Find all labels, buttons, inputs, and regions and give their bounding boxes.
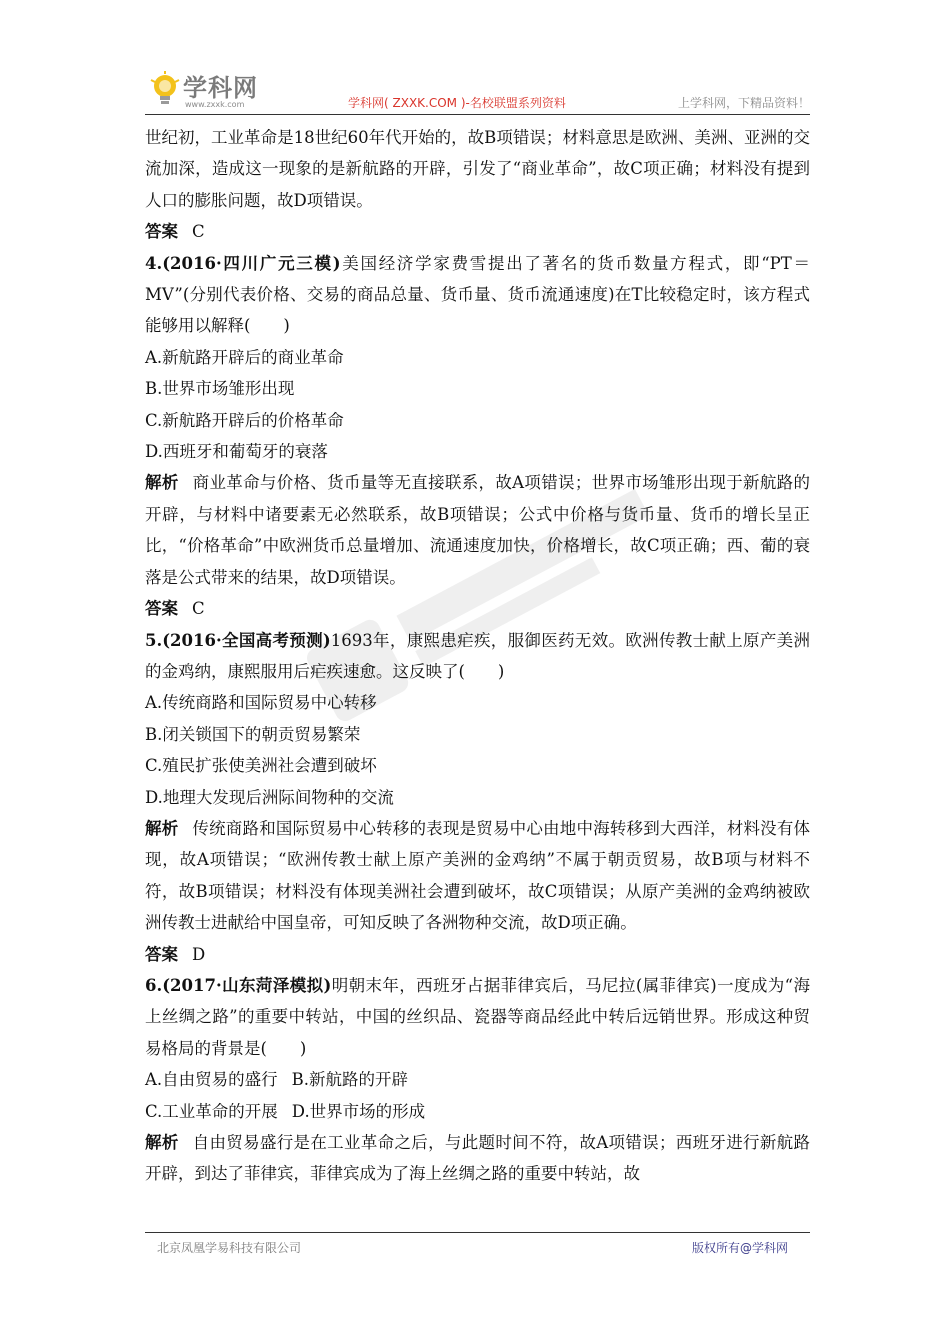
- option-c: C.工业革命的开展: [145, 1101, 278, 1121]
- option-b: B.新航路的开辟: [291, 1070, 409, 1090]
- logo-text: 学科网: [183, 74, 258, 102]
- option-d: D.地理大发现后洲际间物种的交流: [145, 787, 394, 807]
- logo-url: www.zxxk.com: [185, 100, 245, 109]
- option-a: A.自由贸易的盛行: [145, 1070, 278, 1090]
- footer-copyright: 版权所有@学科网: [691, 1241, 788, 1255]
- page-header: [145, 66, 810, 116]
- answer-label: 答案: [145, 599, 178, 619]
- analysis-text: 自由贸易盛行是在工业革命之后，与此题时间不符，故A项错误；西班牙进行新航路开辟，到达了菲律宾，菲律宾成为了海上丝绸之路的重要中转站，故: [145, 1133, 810, 1184]
- option-c: C.新航路开辟后的价格革命: [145, 410, 344, 430]
- option-b: B.闭关锁国下的朝贡贸易繁荣: [145, 724, 361, 744]
- answer-line: [145, 939, 810, 970]
- question-number: 5.: [145, 630, 163, 650]
- answer-line: [145, 216, 810, 247]
- page-footer: [145, 1232, 810, 1257]
- option-a: A.新航路开辟后的商业革命: [145, 347, 344, 367]
- header-center-text: 学科网( ZXXK.COM )-名校联盟系列资料: [348, 96, 566, 110]
- option-c: C.殖民扩张使美洲社会遭到破坏: [145, 756, 377, 776]
- option-a: A.传统商路和国际贸易中心转移: [145, 693, 377, 713]
- logo-bulb-icon: [145, 70, 185, 110]
- analysis-label: 解析: [145, 818, 179, 838]
- question-number: 6.: [145, 975, 163, 995]
- answer-value: C: [192, 222, 205, 242]
- option-d: D.世界市场的形成: [291, 1101, 426, 1121]
- analysis-paragraph: [145, 813, 810, 939]
- question-source: (2016·全国高考预测): [162, 630, 331, 650]
- question-text: 明朝末年，西班牙占据菲律宾后，马尼拉(属菲律宾)一度成为“海上丝绸之路”的重要中转站，中国的丝织品、瓷器等商品经此中转后远销世界。形成这种贸易格局的背景是( ): [145, 975, 811, 1058]
- analysis-label: 解析: [145, 473, 179, 493]
- analysis-label: 解析: [145, 1133, 179, 1152]
- answer-value: D: [192, 944, 206, 964]
- continuation-paragraph: 世纪初，工业革命是18世纪60年代开始的，故B项错误；材料意思是欧洲、美洲、亚洲的交流加深，造成这一现象的是新航路的开辟，引发了“商业革命”，故C项正确；材料没有提到人口的膨胀问题，故D项错误。: [145, 128, 810, 210]
- analysis-text: 传统商路和国际贸易中心转移的表现是贸易中心由地中海转移到大西洋，材料没有体现，故A项错误；“欧洲传教士献上原产美洲的金鸡纳”不属于朝贡贸易，故B项与材料不符，故B项错误；材料没有体现美洲社会遭到破坏，故C项错误；从原产美洲的金鸡纳被欧洲传教士进献给中国皇帝，可知反映了各洲物种交流，故D项正确。: [145, 818, 811, 933]
- header-rule: [145, 114, 810, 115]
- analysis-paragraph: [145, 1127, 810, 1190]
- question-text: 1693年，康熙患疟疾，服御医药无效。欧洲传教士献上原产美洲的金鸡纳，康熙服用后疟疾速愈。这反映了( ): [145, 630, 811, 681]
- answer-label: 答案: [145, 944, 178, 964]
- question-source: (2016·四川广元三模): [162, 253, 341, 273]
- question-stem: [145, 625, 810, 688]
- answer-label: 答案: [145, 222, 178, 242]
- question-text: 美国经济学家费雪提出了著名的货币数量方程式，即“PT＝MV”(分别代表价格、交易的商品总量、货币量、货币流通速度)在T比较稳定时，该方程式能够用以解释( ): [145, 253, 811, 336]
- header-slogan: 上学科网，下精品资料！: [677, 96, 810, 110]
- option-d: D.西班牙和葡萄牙的衰落: [145, 442, 328, 462]
- answer-value: C: [192, 599, 205, 619]
- question-source: (2017·山东菏泽模拟): [162, 975, 332, 995]
- footer-company: 北京凤凰学易科技有限公司: [157, 1241, 302, 1255]
- answer-line: [145, 593, 810, 624]
- analysis-text: 商业革命与价格、货币量等无直接联系，故A项错误；世界市场雏形出现于新航路的开辟，与材料中诸要素无必然联系，故B项错误；公式中价格与货币量、货币的增长呈正比，“价格革命”中欧洲货币总量增加、流通速度加快，价格增长，故C项正确；西、葡的衰落是公式带来的结果，故D项错误。: [145, 473, 810, 587]
- option-b: B.世界市场雏形出现: [145, 379, 295, 399]
- question-number: 4.: [145, 253, 163, 273]
- analysis-paragraph: [145, 467, 810, 593]
- question-stem: [145, 970, 810, 1064]
- question-stem: [145, 248, 810, 342]
- document-body: [145, 122, 810, 1190]
- options-row: [145, 1064, 810, 1095]
- options-row: [145, 1096, 810, 1127]
